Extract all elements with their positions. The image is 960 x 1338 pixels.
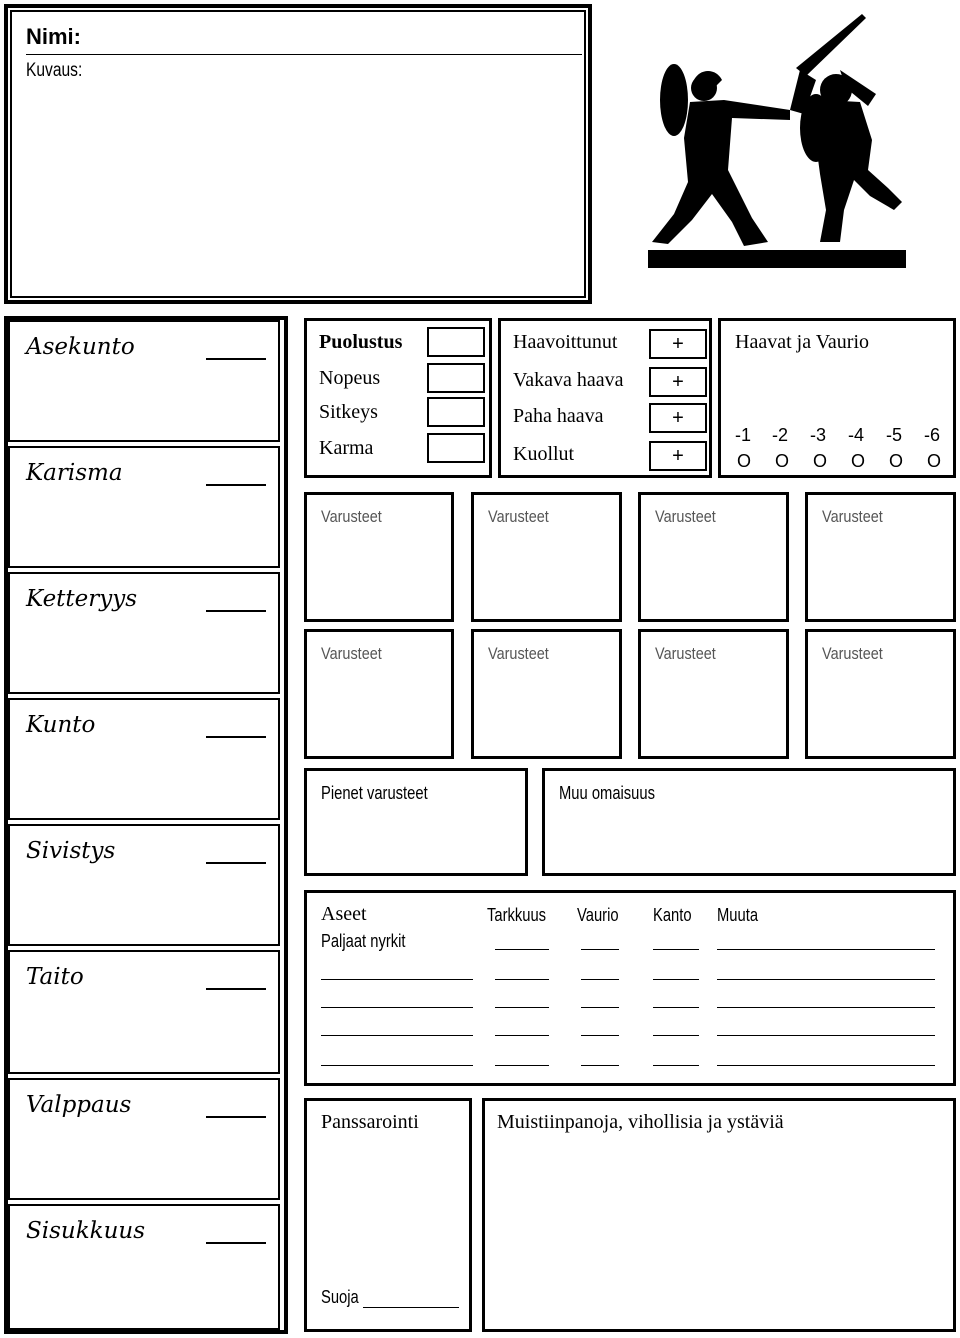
weapon-field[interactable] <box>717 1065 935 1066</box>
weapons-title: Aseet <box>321 903 367 925</box>
stat-label: Ketteryys <box>26 586 138 612</box>
damage-level: -5 <box>886 425 903 445</box>
weapons-col-kanto: Kanto <box>653 905 692 925</box>
weapon-field[interactable] <box>653 1065 699 1066</box>
defense-value-box[interactable] <box>427 363 485 393</box>
stat-value-field[interactable] <box>206 358 266 360</box>
defense-value-box[interactable] <box>427 397 485 427</box>
weapon-field[interactable] <box>653 979 699 980</box>
weapon-field[interactable] <box>717 1035 935 1036</box>
defense-title: Puolustus <box>319 331 403 353</box>
damage-level: -1 <box>735 425 752 445</box>
other-property-label: Muu omaisuus <box>559 783 655 803</box>
wound-plus-box[interactable]: + <box>649 329 707 359</box>
stat-value-field[interactable] <box>206 484 266 486</box>
stat-value-field[interactable] <box>206 1242 266 1244</box>
weapon-field[interactable] <box>717 949 935 950</box>
wound-haavoittunut: Haavoittunut <box>513 331 618 353</box>
equipment-slot[interactable]: Varusteet <box>638 629 789 759</box>
armor-box <box>304 1098 472 1332</box>
wound-plus-box[interactable]: + <box>649 367 707 397</box>
wound-kuollut: Kuollut <box>513 443 575 465</box>
weapon-field[interactable] <box>581 1035 619 1036</box>
weapon-field[interactable] <box>653 1035 699 1036</box>
stat-value-field[interactable] <box>206 610 266 612</box>
stat-label: Kunto <box>26 712 96 738</box>
damage-level: -6 <box>924 425 941 445</box>
weapon-field[interactable] <box>495 1007 549 1008</box>
weapon-field[interactable] <box>717 979 935 980</box>
stat-ketteryys <box>8 572 280 694</box>
weapon-field[interactable] <box>581 1007 619 1008</box>
defense-box <box>304 318 492 478</box>
stat-kunto <box>8 698 280 820</box>
damage-circle[interactable]: O <box>851 451 866 471</box>
stat-label: Karisma <box>26 460 123 486</box>
stat-label: Valppaus <box>26 1092 132 1118</box>
weapon-field[interactable] <box>495 1035 549 1036</box>
stat-label: Sivistys <box>26 838 116 864</box>
stat-asekunto <box>8 320 280 442</box>
wounds-box <box>498 318 712 478</box>
character-header-inner <box>10 10 586 298</box>
weapon-field[interactable] <box>321 1007 473 1008</box>
description-label: Kuvaus: <box>26 60 83 81</box>
weapons-col-tarkkuus: Tarkkuus <box>487 905 547 925</box>
wound-vakava-haava: Vakava haava <box>513 369 624 391</box>
weapon-field[interactable] <box>495 979 549 980</box>
defense-value-box[interactable] <box>427 433 485 463</box>
weapon-field[interactable] <box>321 979 473 980</box>
equipment-slot[interactable]: Varusteet <box>471 492 622 622</box>
stat-label: Sisukkuus <box>26 1218 146 1244</box>
damage-level: -3 <box>810 425 827 445</box>
small-gear-box[interactable] <box>304 768 528 876</box>
stat-label: Taito <box>26 964 84 990</box>
armor-title: Panssarointi <box>321 1111 419 1133</box>
defense-value-box[interactable] <box>427 327 485 357</box>
weapons-col-vaurio: Vaurio <box>577 905 619 925</box>
stat-sisukkuus <box>8 1204 280 1330</box>
weapon-field[interactable] <box>581 1065 619 1066</box>
armor-protection-label: Suoja <box>321 1287 359 1307</box>
notes-title: Muistiinpanoja, vihollisia ja ystäviä <box>497 1111 784 1133</box>
equipment-slot[interactable]: Varusteet <box>304 629 454 759</box>
weapon-field[interactable] <box>581 949 619 950</box>
weapon-field[interactable] <box>321 1035 473 1036</box>
notes-box[interactable] <box>482 1098 956 1332</box>
weapon-field[interactable] <box>581 979 619 980</box>
damage-circle[interactable]: O <box>889 451 904 471</box>
defense-item-nopeus: Nopeus <box>319 367 381 389</box>
damage-box <box>718 318 956 478</box>
stat-valppaus <box>8 1078 280 1200</box>
equipment-slot[interactable]: Varusteet <box>805 629 956 759</box>
weapon-field[interactable] <box>495 949 549 950</box>
fighters-illustration <box>640 10 912 272</box>
equipment-slot[interactable]: Varusteet <box>805 492 956 622</box>
damage-circle[interactable]: O <box>813 451 828 471</box>
name-field[interactable] <box>26 54 582 55</box>
damage-title: Haavat ja Vaurio <box>735 331 870 353</box>
stat-value-field[interactable] <box>206 988 266 990</box>
weapon-field[interactable] <box>653 949 699 950</box>
defense-item-karma: Karma <box>319 437 374 459</box>
wound-plus-box[interactable]: + <box>649 403 707 433</box>
weapon-field[interactable] <box>321 1065 473 1066</box>
stat-value-field[interactable] <box>206 1116 266 1118</box>
weapons-box <box>304 890 956 1086</box>
damage-level: -4 <box>848 425 865 445</box>
character-header-box <box>4 4 592 304</box>
armor-protection-field[interactable] <box>363 1307 459 1308</box>
stat-sivistys <box>8 824 280 946</box>
weapon-field[interactable] <box>717 1007 935 1008</box>
stat-taito <box>8 950 280 1074</box>
equipment-slot[interactable]: Varusteet <box>638 492 789 622</box>
weapons-col-muuta: Muuta <box>717 905 759 925</box>
weapon-field[interactable] <box>495 1065 549 1066</box>
equipment-slot[interactable]: Varusteet <box>471 629 622 759</box>
equipment-slot[interactable]: Varusteet <box>304 492 454 622</box>
small-gear-label: Pienet varusteet <box>321 783 428 803</box>
damage-circle[interactable]: O <box>737 451 752 471</box>
wound-paha-haava: Paha haava <box>513 405 604 427</box>
weapon-field[interactable] <box>653 1007 699 1008</box>
damage-circle[interactable]: O <box>775 451 790 471</box>
stat-value-field[interactable] <box>206 736 266 738</box>
weapons-first-row: Paljaat nyrkit <box>321 931 406 951</box>
damage-level: -2 <box>772 425 789 445</box>
name-label: Nimi: <box>26 24 81 49</box>
damage-circle[interactable]: O <box>927 451 942 471</box>
stat-karisma <box>8 446 280 568</box>
stat-value-field[interactable] <box>206 862 266 864</box>
defense-item-sitkeys: Sitkeys <box>319 401 378 423</box>
other-property-box[interactable] <box>542 768 956 876</box>
stat-label: Asekunto <box>26 334 135 360</box>
wound-plus-box[interactable]: + <box>649 441 707 471</box>
